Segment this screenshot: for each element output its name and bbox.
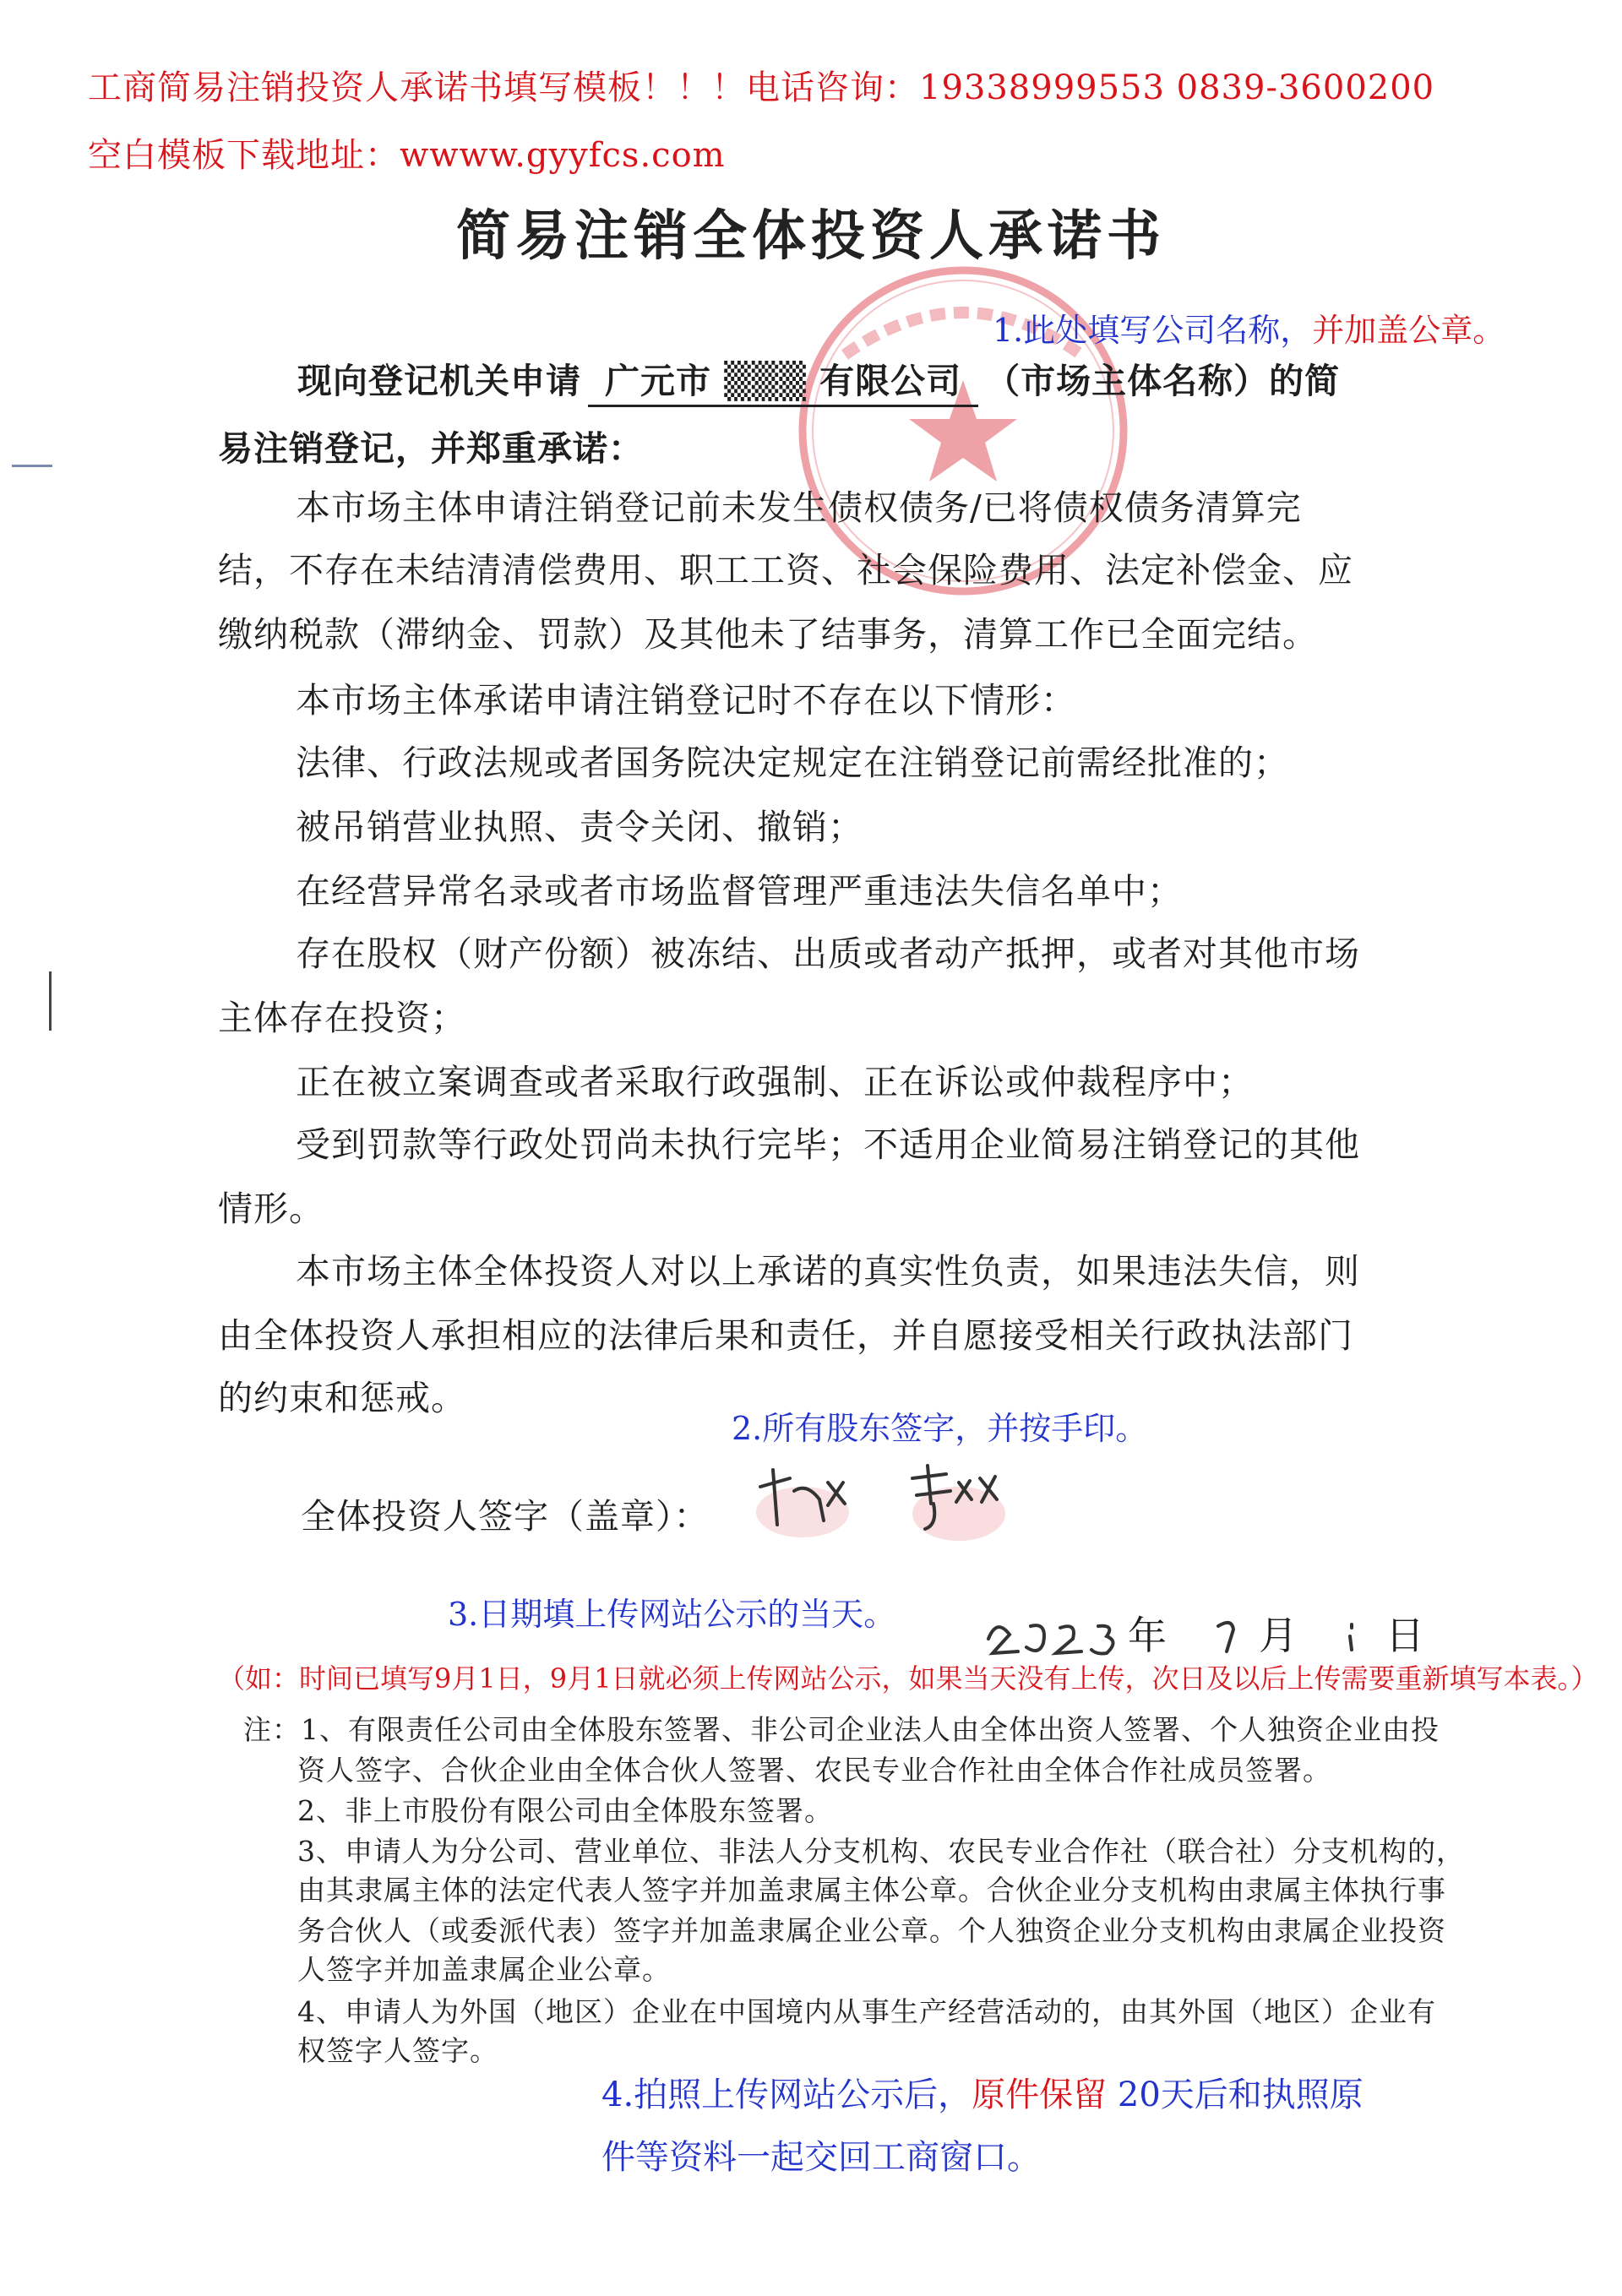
paragraph-line: 法律、行政法规或者国务院决定规定在注销登记前需经批准的； [296, 743, 1289, 783]
paragraph-line: 本市场主体申请注销登记前未发生债权债务/已将债权债务清算完 [296, 487, 1302, 528]
company-name-field[interactable]: 广元市 ▒▒▒ 有限公司 [588, 353, 978, 407]
paragraph-line: 受到罚款等行政处罚尚未执行完毕；不适用企业简易注销登记的其他 [296, 1124, 1360, 1165]
intro-suffix: （市场主体名称）的简 [985, 361, 1341, 401]
intro-line [297, 353, 1340, 407]
note-line: 注：1、有限责任公司由全体股东签署、非公司企业法人由全体出资人签署、个人独资企业由投 [243, 1713, 1440, 1746]
paragraph-line: 正在被立案调查或者采取行政强制、正在诉讼或仲裁程序中； [296, 1062, 1254, 1102]
annotation-step2: 2.所有股东签字，并按手印。 [732, 1410, 1148, 1447]
paragraph-line: 结，不存在未结清清偿费用、职工工资、社会保险费用、法定补偿金、应 [218, 550, 1353, 590]
paragraph-line: 缴纳税款（滞纳金、罚款）及其他未了结事务，清算工作已全面完结。 [218, 614, 1318, 655]
intro-prefix: 现向登记机关申请 [297, 361, 581, 401]
note-line: 3、申请人为分公司、营业单位、非法人分支机构、农民专业合作社（联合社）分支机构的， [297, 1835, 1465, 1868]
intro-line-2: 易注销登记，并郑重承诺： [218, 428, 644, 469]
header-contact-line: 工商简易注销投资人承诺书填写模板！！！电话咨询：19338999553 0839-3600200 [88, 68, 1435, 107]
header-download-line: 空白模板下载地址：wwww.gyyfcs.com [88, 136, 726, 175]
note-line: 资人签字、合伙企业由全体合伙人签署、农民专业合作社由全体合作社成员签署。 [297, 1754, 1331, 1787]
paragraph-line: 存在股权（财产份额）被冻结、出质或者动产抵押，或者对其他市场 [296, 933, 1360, 974]
note-line: 务合伙人（或委派代表）签字并加盖隶属企业公章。个人独资企业分支机构由隶属企业投资 [297, 1914, 1446, 1947]
handwritten-date[interactable] [980, 1601, 1369, 1660]
page-title: 简易注销全体投资人承诺书 [456, 204, 1166, 268]
note-line: 2、非上市股份有限公司由全体股东签署。 [297, 1794, 833, 1827]
annotation-step4-text: 4.拍照上传网站公示后， [601, 2076, 972, 2114]
annotation-step3: 3.日期填上传网站公示的当天。 [448, 1596, 896, 1633]
date-month-label: 月 [1259, 1613, 1298, 1658]
note-line: 4、申请人为外国（地区）企业在中国境内从事生产经营活动的，由其外国（地区）企业有 [297, 1995, 1436, 2028]
annotation-step4-rest: 20天后和执照原 [1107, 2076, 1363, 2114]
date-day-label: 日 [1385, 1613, 1425, 1658]
date-example-note: （如：时间已填写9月1日，9月1日就必须上传网站公示，如果当天没有上传，次日及以后上传需要重新填写本表。） [218, 1662, 1598, 1695]
annotation-step4 [601, 2068, 1363, 2116]
annotation-step4-line2: 件等资料一起交回工商窗口。 [601, 2138, 1041, 2177]
date-year-label: 年 [1128, 1613, 1168, 1658]
note-line: 由其隶属主体的法定代表人签字并加盖隶属主体公章。合伙企业分支机构由隶属主体执行事 [297, 1874, 1446, 1907]
handwritten-signatures[interactable] [743, 1453, 1022, 1546]
scan-margin-mark [12, 465, 52, 467]
paragraph-line: 由全体投资人承担相应的法律后果和责任，并自愿接受相关行政执法部门 [218, 1315, 1353, 1356]
paragraph-line: 在经营异常名录或者市场监督管理严重违法失信名单中； [296, 871, 1183, 911]
paragraph-line: 情形。 [218, 1189, 324, 1229]
paragraph-line: 的约束和惩戒。 [218, 1378, 466, 1418]
signature-label: 全体投资人签字（盖章）： [301, 1496, 710, 1537]
scan-margin-mark [49, 971, 52, 1031]
annotation-step4-red: 原件保留 [972, 2076, 1108, 2114]
annotation-step1-red: 并加盖公章。 [1312, 312, 1505, 349]
note-line: 人签字并加盖隶属企业公章。 [297, 1953, 671, 1986]
annotation-step1-text: 1.此处填写公司名称， [993, 312, 1313, 349]
note-line: 权签字人签字。 [297, 2034, 498, 2067]
paragraph-line: 本市场主体承诺申请注销登记时不存在以下情形： [296, 680, 1076, 721]
annotation-step1 [993, 304, 1505, 351]
paragraph-line: 被吊销营业执照、责令关闭、撤销； [296, 807, 863, 847]
paragraph-line: 本市场主体全体投资人对以上承诺的真实性负责，如果违法失信，则 [296, 1251, 1360, 1292]
paragraph-line: 主体存在投资； [218, 998, 466, 1038]
